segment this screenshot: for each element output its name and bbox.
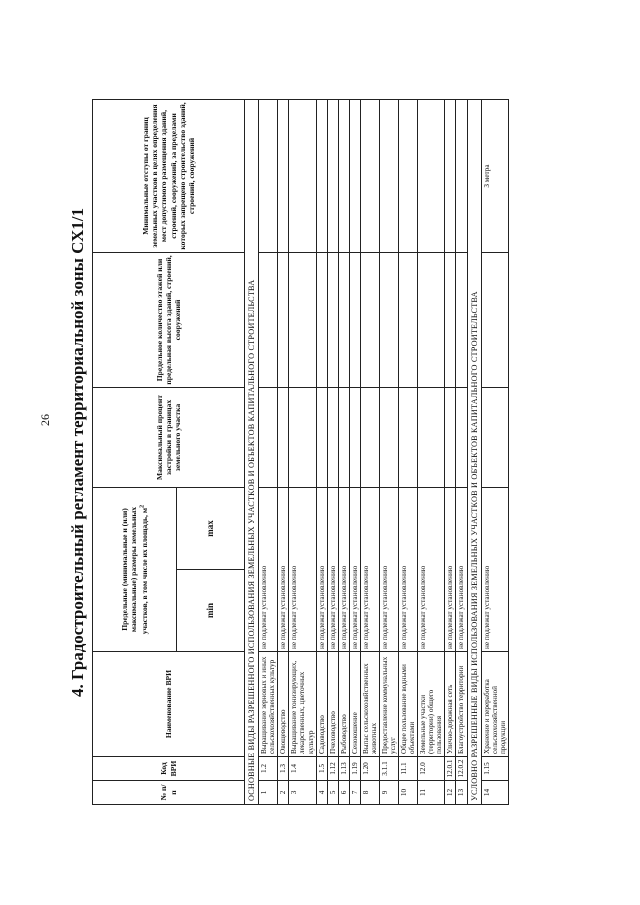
- row-number: 10: [399, 781, 418, 805]
- row-number: 8: [360, 781, 379, 805]
- row-number: 11: [418, 781, 445, 805]
- row-coverage: [481, 388, 508, 488]
- row-coverage: [289, 388, 316, 488]
- section-title: УСЛОВНО РАЗРЕШЕННЫЕ ВИДЫ ИСПОЛЬЗОВАНИЯ ЗЕМЕЛЬНЫХ УЧАСТКОВ И ОБЪЕКТОВ КАПИТАЛЬНОГО СТРОИТЕЛЬСТВА: [467, 100, 481, 805]
- row-name: Пчеловодство: [327, 652, 338, 757]
- row-code: 12.0.1: [445, 757, 456, 781]
- row-name: Сенокошение: [349, 652, 360, 757]
- row-coverage: [379, 388, 398, 488]
- row-name: Земельные участки (территории) общего пользования: [418, 652, 445, 757]
- row-code: 1.4: [289, 757, 316, 781]
- row-code: 1.2: [259, 757, 278, 781]
- row-code: 1.19: [349, 757, 360, 781]
- table-row: [399, 100, 418, 805]
- row-number: 3: [289, 781, 316, 805]
- header-size-group: [93, 488, 177, 652]
- table-row: [379, 100, 398, 805]
- row-coverage: [259, 388, 278, 488]
- row-coverage: [360, 388, 379, 488]
- row-floors: [349, 253, 360, 388]
- row-coverage: [399, 388, 418, 488]
- row-code: 1.3: [278, 757, 289, 781]
- row-size-limits: не подлежат установлению: [456, 488, 467, 652]
- row-name: Благоустройство территории: [456, 652, 467, 757]
- row-setback: [338, 100, 349, 253]
- row-number: 14: [481, 781, 508, 805]
- row-code: 1.15: [481, 757, 508, 781]
- row-name: Выращивание зерновых и иных сельскохозяйственных культур: [259, 652, 278, 757]
- row-setback: [327, 100, 338, 253]
- header-num: № п/п: [93, 781, 245, 805]
- row-size-limits: не подлежат установлению: [289, 488, 316, 652]
- row-floors: [379, 253, 398, 388]
- row-name: Выращивание тонизирующих, лекарственных, цветочных культур: [289, 652, 316, 757]
- table-row: [481, 100, 508, 805]
- row-name: Рыбоводство: [338, 652, 349, 757]
- row-size-limits: не подлежат установлению: [349, 488, 360, 652]
- table-row: [456, 100, 467, 805]
- row-code: 1.12: [327, 757, 338, 781]
- row-setback: [289, 100, 316, 253]
- table-row: [289, 100, 316, 805]
- superscript-two: 2: [138, 504, 146, 508]
- regulation-table: [92, 99, 509, 805]
- section-title: ОСНОВНЫЕ ВИДЫ РАЗРЕШЕННОГО ИСПОЛЬЗОВАНИЯ ЗЕМЕЛЬНЫХ УЧАСТКОВ И ОБЪЕКТОВ КАПИТАЛЬНОГО СТРОИТЕЛЬСТВА: [245, 100, 259, 805]
- row-number: 9: [379, 781, 398, 805]
- row-setback: 3 метра: [481, 100, 508, 253]
- row-coverage: [445, 388, 456, 488]
- row-name: Садоводство: [316, 652, 327, 757]
- row-name: Хранение и переработка сельскохозяйственной продукции: [481, 652, 508, 757]
- row-setback: [278, 100, 289, 253]
- row-number: 5: [327, 781, 338, 805]
- row-coverage: [316, 388, 327, 488]
- row-setback: [360, 100, 379, 253]
- row-size-limits: не подлежат установлению: [327, 488, 338, 652]
- row-setback: [349, 100, 360, 253]
- table-row: [338, 100, 349, 805]
- row-setback: [418, 100, 445, 253]
- row-size-limits: не подлежат установлению: [481, 488, 508, 652]
- row-setback: [259, 100, 278, 253]
- row-coverage: [327, 388, 338, 488]
- row-floors: [338, 253, 349, 388]
- row-number: 6: [338, 781, 349, 805]
- row-code: 12.0: [418, 757, 445, 781]
- row-number: 4: [316, 781, 327, 805]
- row-size-limits: не подлежат установлению: [278, 488, 289, 652]
- header-min: min: [177, 570, 245, 652]
- table-row: [349, 100, 360, 805]
- table-row: [418, 100, 445, 805]
- row-floors: [278, 253, 289, 388]
- row-setback: [379, 100, 398, 253]
- header-code: Код ВРИ: [93, 757, 245, 781]
- row-code: 12.0.2: [456, 757, 467, 781]
- section-header-row: [245, 100, 259, 805]
- row-setback: [399, 100, 418, 253]
- document-heading: 4. Градостроительный регламент территориальной зоны СХ1/1: [68, 208, 87, 697]
- table-row: [278, 100, 289, 805]
- row-coverage: [338, 388, 349, 488]
- row-floors: [316, 253, 327, 388]
- row-number: 2: [278, 781, 289, 805]
- table-row: [316, 100, 327, 805]
- row-size-limits: не подлежат установлению: [379, 488, 398, 652]
- header-coverage: Максимальный процент застройки в границах земельного участка: [93, 388, 245, 488]
- row-code: 11.1: [399, 757, 418, 781]
- header-size-group-text: Предельные (минимальные и (или) максимальные) размеры земельных участков, в том числе их площадь, $м^2$: [120, 504, 149, 635]
- row-number: 7: [349, 781, 360, 805]
- row-code: 1.5: [316, 757, 327, 781]
- row-code: 1.13: [338, 757, 349, 781]
- row-setback: [456, 100, 467, 253]
- row-size-limits: не подлежат установлению: [399, 488, 418, 652]
- row-size-limits: не подлежат установлению: [360, 488, 379, 652]
- table-row: [327, 100, 338, 805]
- row-number: 12: [445, 781, 456, 805]
- table-row: [445, 100, 456, 805]
- row-number: 1: [259, 781, 278, 805]
- row-floors: [289, 253, 316, 388]
- row-size-limits: не подлежат установлению: [316, 488, 327, 652]
- row-size-limits: не подлежат установлению: [338, 488, 349, 652]
- row-floors: [481, 253, 508, 388]
- row-name: Предоставление коммунальных услуг: [379, 652, 398, 757]
- table-row: [360, 100, 379, 805]
- row-floors: [445, 253, 456, 388]
- row-floors: [399, 253, 418, 388]
- row-code: 1.20: [360, 757, 379, 781]
- row-coverage: [418, 388, 445, 488]
- row-floors: [456, 253, 467, 388]
- header-setbacks: Минимальные отступы от границ земельных участков в целях определения мест допустимого размещения зданий, строений, сооружений, за пределами которых запрещено строительство зданий, строений, сооружений: [93, 100, 245, 253]
- row-coverage: [456, 388, 467, 488]
- header-floors: Предельное количество этажей или предельная высота зданий, строений, сооружений: [93, 253, 245, 388]
- row-floors: [259, 253, 278, 388]
- row-name: Общее пользование водными объектами: [399, 652, 418, 757]
- section-header-row: [467, 100, 481, 805]
- row-floors: [418, 253, 445, 388]
- row-number: 13: [456, 781, 467, 805]
- row-setback: [316, 100, 327, 253]
- row-floors: [360, 253, 379, 388]
- row-size-limits: не подлежат установлению: [418, 488, 445, 652]
- row-size-limits: не подлежат установлению: [259, 488, 278, 652]
- header-name: Наименование ВРИ: [93, 652, 245, 757]
- table-row: [259, 100, 278, 805]
- row-floors: [327, 253, 338, 388]
- row-name: Овощеводство: [278, 652, 289, 757]
- header-max: max: [177, 488, 245, 570]
- row-coverage: [278, 388, 289, 488]
- row-size-limits: не подлежат установлению: [445, 488, 456, 652]
- table-body: [245, 100, 509, 805]
- row-name: Выпас сельскохозяйственных животных: [360, 652, 379, 757]
- page-number: 26: [38, 414, 52, 426]
- row-code: 3.1.1: [379, 757, 398, 781]
- row-setback: [445, 100, 456, 253]
- row-coverage: [349, 388, 360, 488]
- row-name: Улично-дорожная сеть: [445, 652, 456, 757]
